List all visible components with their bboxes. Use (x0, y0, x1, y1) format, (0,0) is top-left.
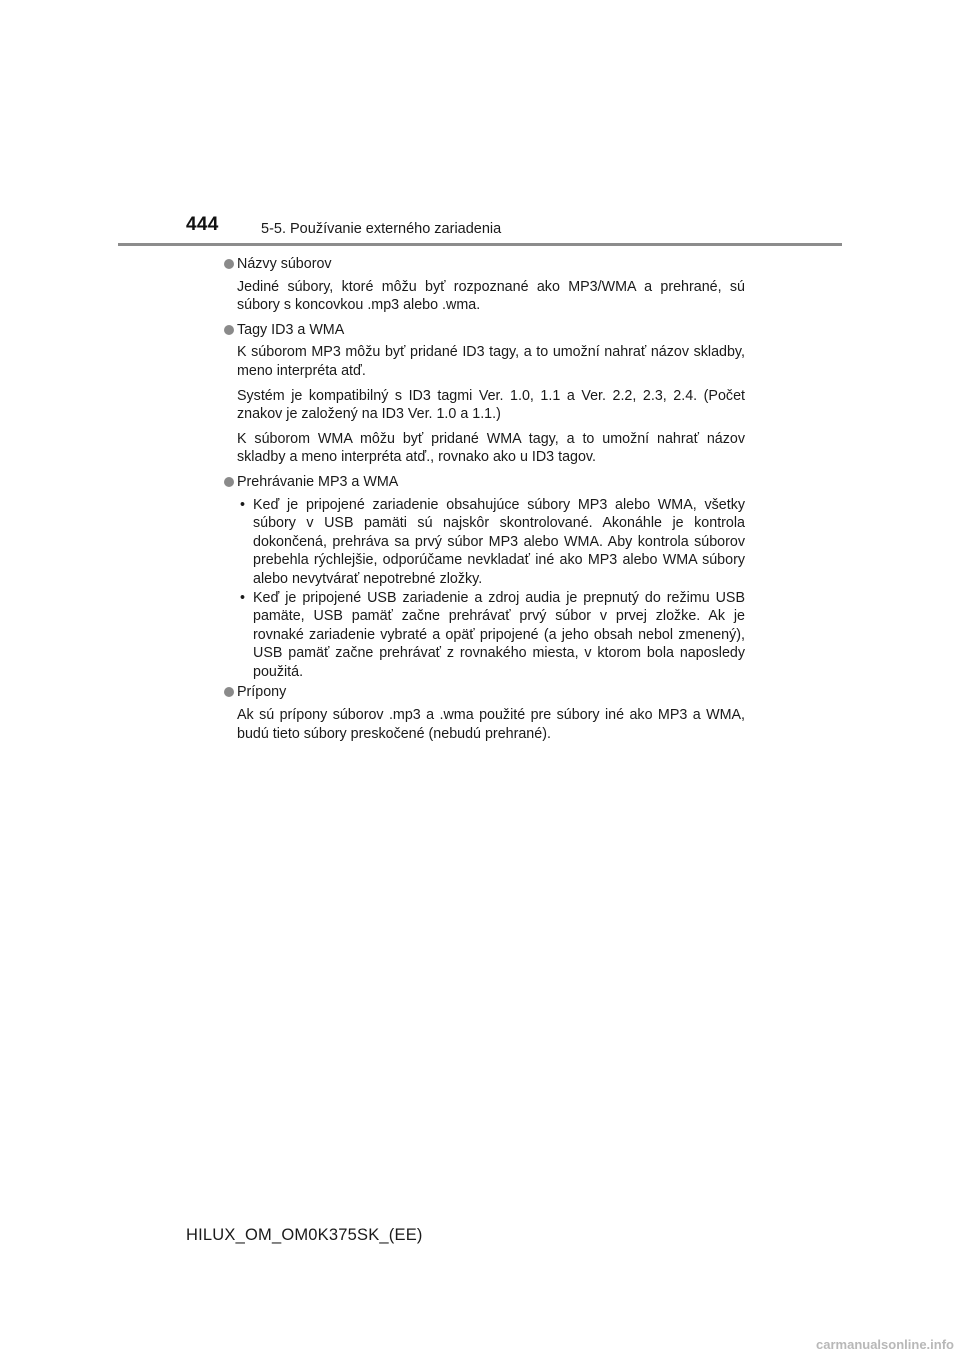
sub-bullet-icon: • (240, 496, 246, 513)
sub-list-item-text: Keď je pripojené zariadenie obsahujúce súbory MP3 alebo WMA, všetky súbory v USB pamäti sú najskôr skontrolované. Akonáhle je kontrola dokončená, prehráva sa prvý súbor MP3 alebo WMA. Aby kontrola súborov prebehla rýchlejšie, odporúčame nevkladať iné ako MP3 alebo WMA súbory alebo nevytvárať nepotrebné zložky. (253, 496, 745, 587)
list-item-extensions (222, 683, 745, 743)
item-heading-text: Prípony (237, 684, 287, 701)
watermark: carmanualsonline.info (816, 1337, 954, 1352)
paragraph: Ak sú prípony súborov .mp3 a .wma použité pre súbory iné ako MP3 a WMA, budú tieto súbory preskočené (nebudú prehrané). (237, 707, 745, 742)
sub-list-item (237, 496, 745, 589)
list-item-id3-wma-tags (222, 321, 745, 467)
item-heading (222, 321, 745, 340)
item-heading (222, 255, 745, 274)
paragraph: K súborom WMA môžu byť pridané WMA tagy, a to umožní nahrať názov skladby a meno interpréta atď., rovnako ako u ID3 tagov. (237, 430, 745, 466)
bullet-dot-icon (224, 325, 234, 335)
section-title: 5-5. Používanie externého zariadenia (261, 221, 502, 237)
item-heading (222, 683, 745, 702)
item-heading-text: Názvy súborov (237, 256, 332, 272)
sub-list-item-text: Keď je pripojené USB zariadenie a zdroj audia je prepnutý do režimu USB pamäte, USB pamäť začne prehrávať prvý súbor v prvej zložke. Ak je rovnaké zariadenie vybraté a opäť pripojené (a jeho obsah nebol zmenený), USB pamäť začne prehrávať z rovnakého miesta, v ktorom bola naposledy použitá. (253, 589, 745, 680)
page-number: 444 (186, 214, 219, 235)
paragraph: K súborom MP3 môžu byť pridané ID3 tagy, a to umožní nahrať názov skladby, meno interpréta atď. (237, 344, 745, 379)
list-item-file-names (222, 255, 745, 315)
paragraph: Systém je kompatibilný s ID3 tagmi Ver. 1.0, 1.1 a Ver. 2.2, 2.3, 2.4. (Počet znakov je založený na ID3 Ver. 1.0 a 1.1.) (237, 387, 745, 423)
list-item-playback (222, 473, 745, 682)
sub-list (237, 496, 745, 682)
bullet-dot-icon (224, 477, 234, 487)
page-header (0, 0, 960, 250)
sub-bullet-icon: • (240, 589, 246, 606)
page-content (222, 253, 745, 749)
bullet-dot-icon (224, 687, 234, 697)
item-heading-text: Tagy ID3 a WMA (237, 321, 345, 338)
paragraph: Jediné súbory, ktoré môžu byť rozpoznané ako MP3/WMA a prehrané, sú súbory s koncovkou .mp3 alebo .wma. (237, 278, 745, 314)
sub-list-item (237, 589, 745, 682)
item-heading-text: Prehrávanie MP3 a WMA (237, 473, 399, 490)
item-heading (222, 473, 745, 492)
bullet-dot-icon (224, 259, 234, 269)
document-code: HILUX_OM_OM0K375SK_(EE) (186, 1226, 423, 1244)
header-divider (118, 243, 842, 246)
